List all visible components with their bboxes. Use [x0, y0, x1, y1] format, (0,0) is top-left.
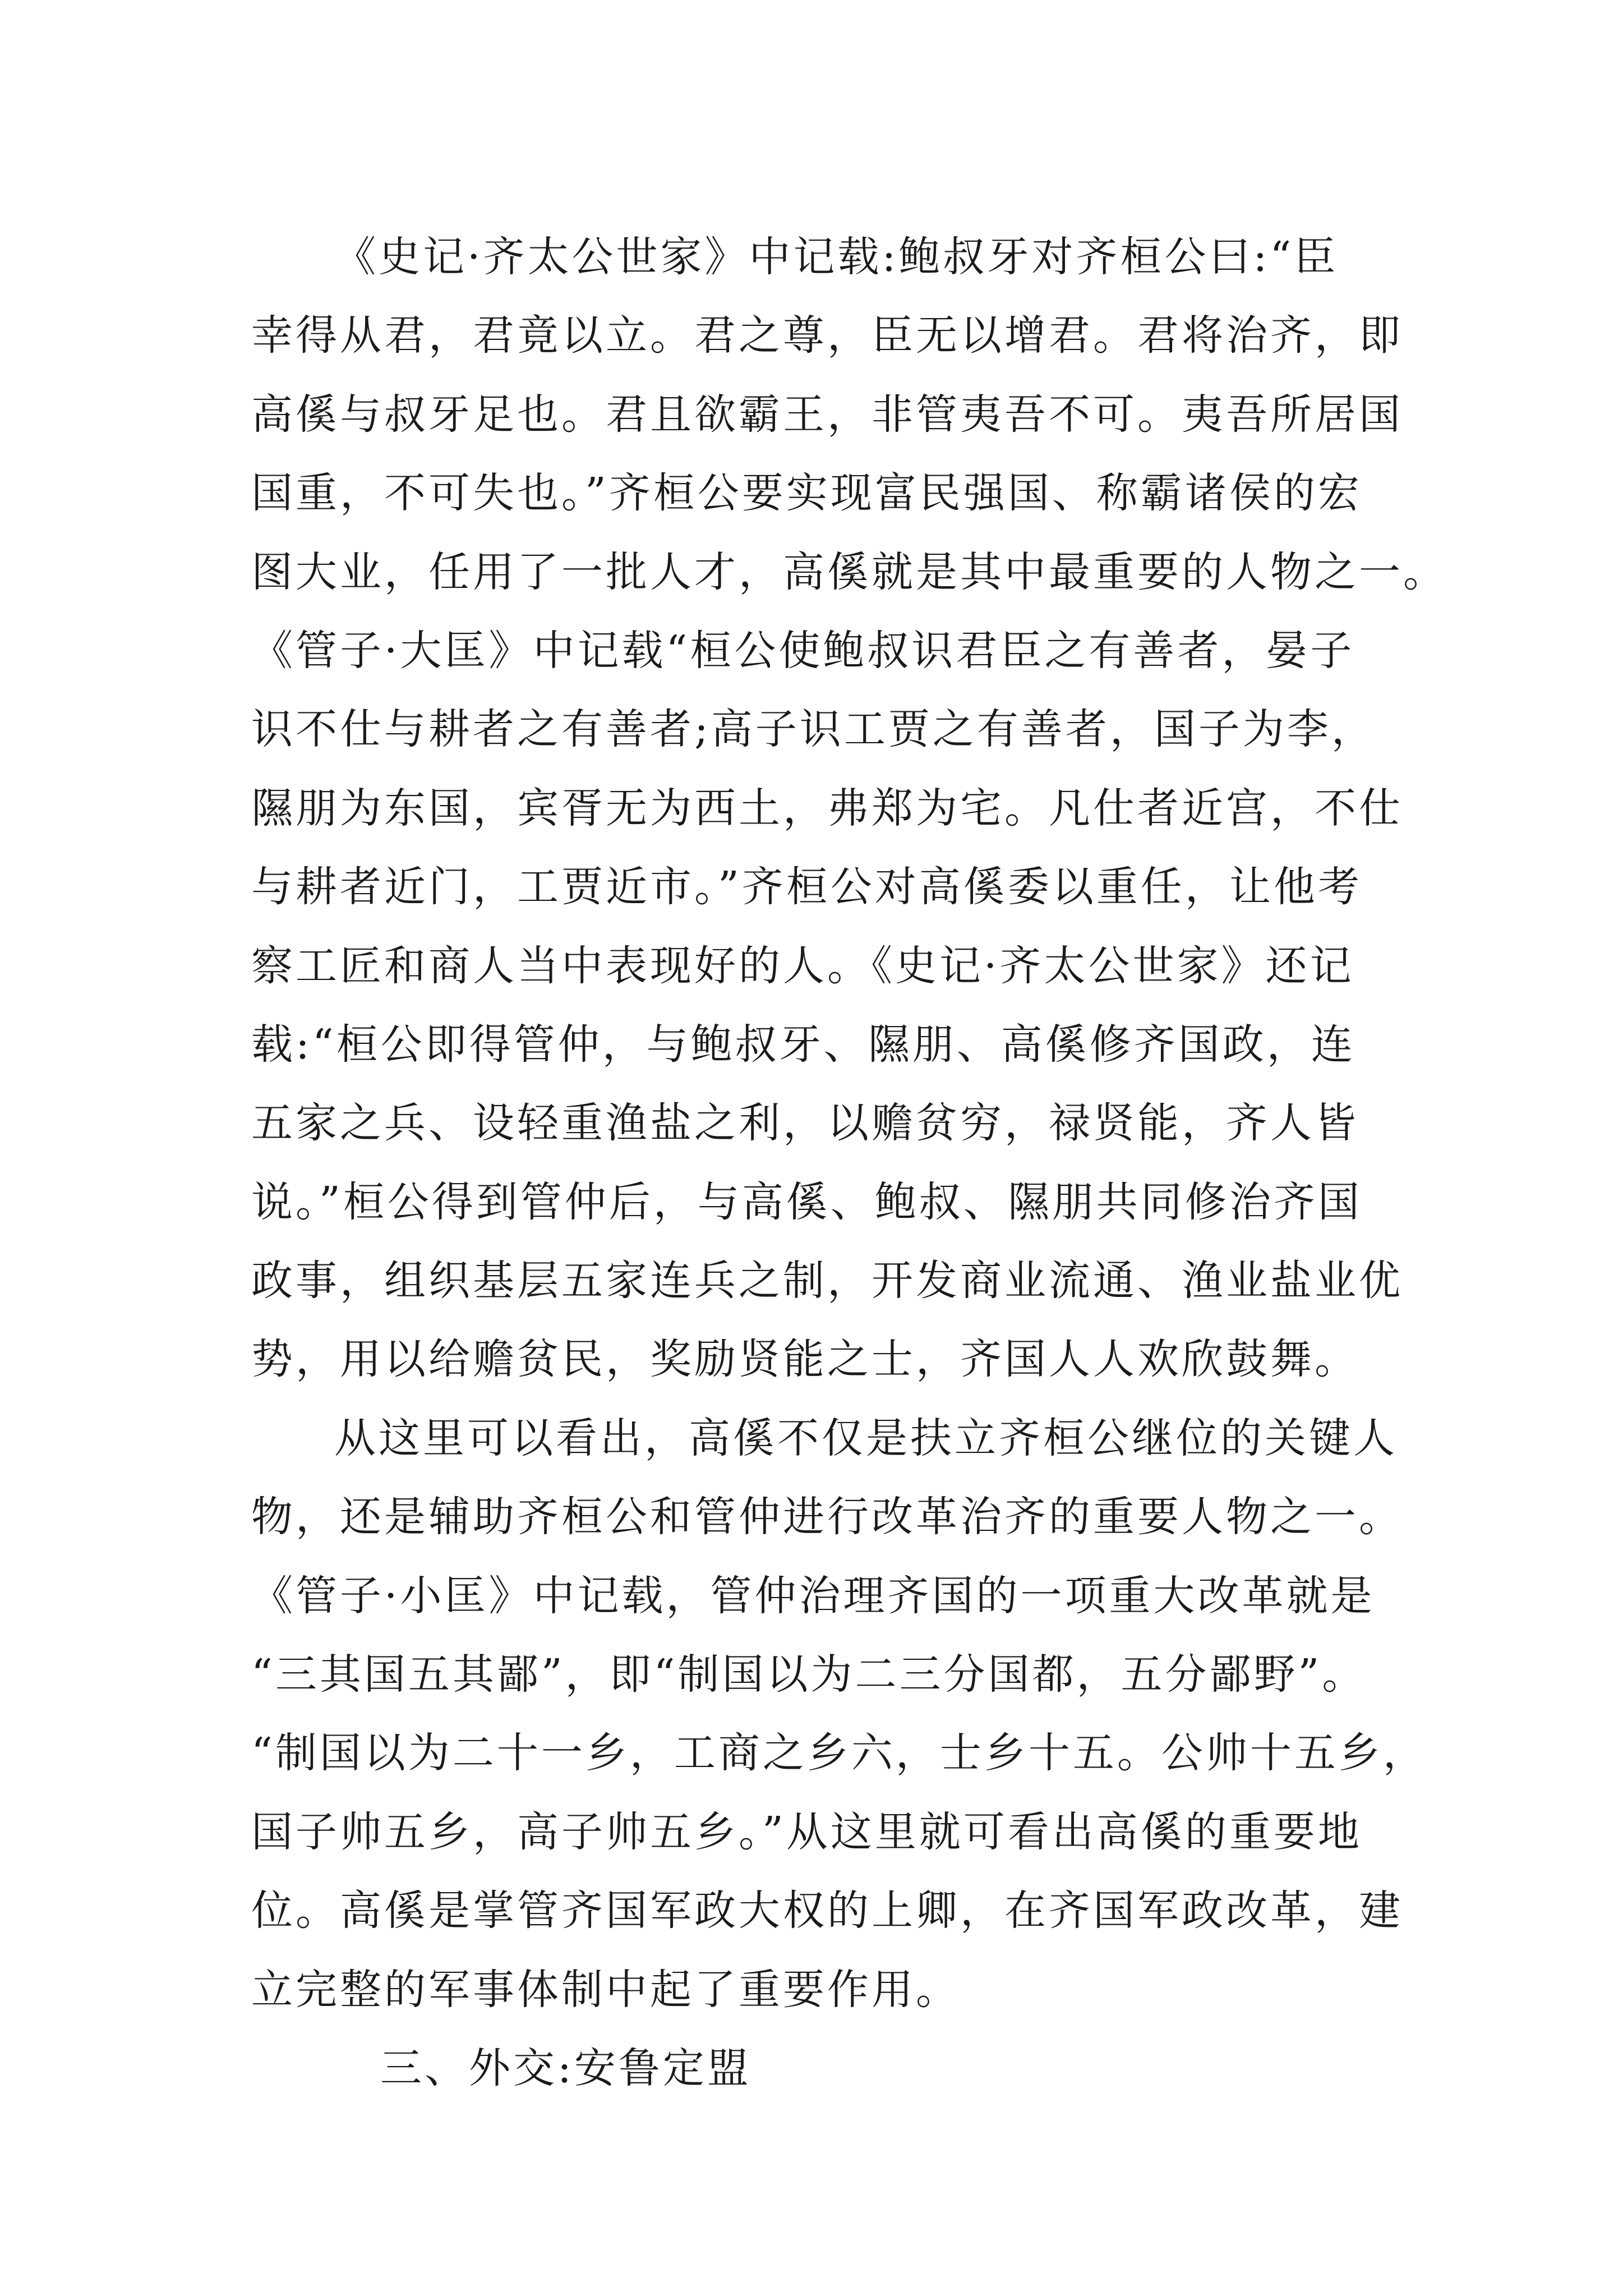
section-heading: 三、外交:安鲁定盟	[380, 2044, 751, 2092]
paragraph-1-line-14: 政事，组织基层五家连兵之制，开发商业流通、渔业盐业优	[251, 1257, 1403, 1305]
paragraph-2-line-5: “制国以为二十一乡，工商之乡六，士乡十五。公帅十五乡，	[251, 1729, 1427, 1778]
paragraph-2-line-7: 位。高傒是掌管齐国军政大权的上卿，在齐国军政改革，建	[251, 1887, 1403, 1935]
paragraph-1-line-6: 《管子·大匡》中记载“桓公使鲍叔识君臣之有善者，晏子	[251, 626, 1355, 675]
paragraph-1-line-9: 与耕者近门，工贾近市。”齐桓公对高傒委以重任，让他考	[251, 863, 1362, 912]
paragraph-1-line-3: 高傒与叔牙足也。君且欲霸王，非管夷吾不可。夷吾所居国	[251, 390, 1403, 439]
paragraph-1-line-7: 识不仕与耕者之有善者;高子识工贾之有善者，国子为李，	[251, 705, 1376, 754]
paragraph-1-line-8: 隰朋为东国，宾胥无为西土，弗郑为宅。凡仕者近宫，不仕	[251, 784, 1403, 832]
paragraph-1-line-2: 幸得从君，君竟以立。君之尊，臣无以增君。君将治齐，即	[251, 311, 1403, 360]
paragraph-1-line-4: 国重，不可失也。”齐桓公要实现富民强国、称霸诸侯的宏	[251, 469, 1362, 518]
paragraph-1-line-15: 势，用以给赡贫民，奖励贤能之士，齐国人人欢欣鼓舞。	[251, 1335, 1359, 1384]
body-text	[251, 218, 1447, 2108]
paragraph-1-line-11: 载:“桓公即得管仲，与鲍叔牙、隰朋、高傒修齐国政，连	[251, 1020, 1355, 1069]
paragraph-2-line-8: 立完整的军事体制中起了重要作用。	[251, 1965, 960, 2014]
paragraph-1-line-1: 《史记·齐太公世家》中记载:鲍叔牙对齐桓公曰:“臣	[334, 233, 1339, 281]
paragraph-2-line-2: 物，还是辅助齐桓公和管仲进行改革治齐的重要人物之一。	[251, 1493, 1403, 1542]
paragraph-1-line-12: 五家之兵、设轻重渔盐之利，以赡贫穷，禄贤能，齐人皆	[251, 1099, 1359, 1148]
paragraph-1-line-10: 察工匠和商人当中表现好的人。《史记·齐太公世家》还记	[251, 941, 1354, 990]
paragraph-1-line-13: 说。”桓公得到管仲后，与高傒、鲍叔、隰朋共同修治齐国	[251, 1177, 1362, 1226]
paragraph-2-line-4: “三其国五其鄙”，即“制国以为二三分国都，五分鄙野”。	[251, 1650, 1367, 1699]
paragraph-1-line-5: 图大业，任用了一批人才，高傒就是其中最重要的人物之一。	[251, 547, 1447, 596]
paragraph-2-line-6: 国子帅五乡，高子帅五乡。”从这里就可看出高傒的重要地	[251, 1807, 1362, 1856]
paragraph-2-line-1: 从这里可以看出，高傒不仅是扶立齐桓公继位的关键人	[334, 1414, 1398, 1462]
paragraph-2-line-3: 《管子·小匡》中记载，管仲治理齐国的一项重大改革就是	[251, 1571, 1375, 1620]
